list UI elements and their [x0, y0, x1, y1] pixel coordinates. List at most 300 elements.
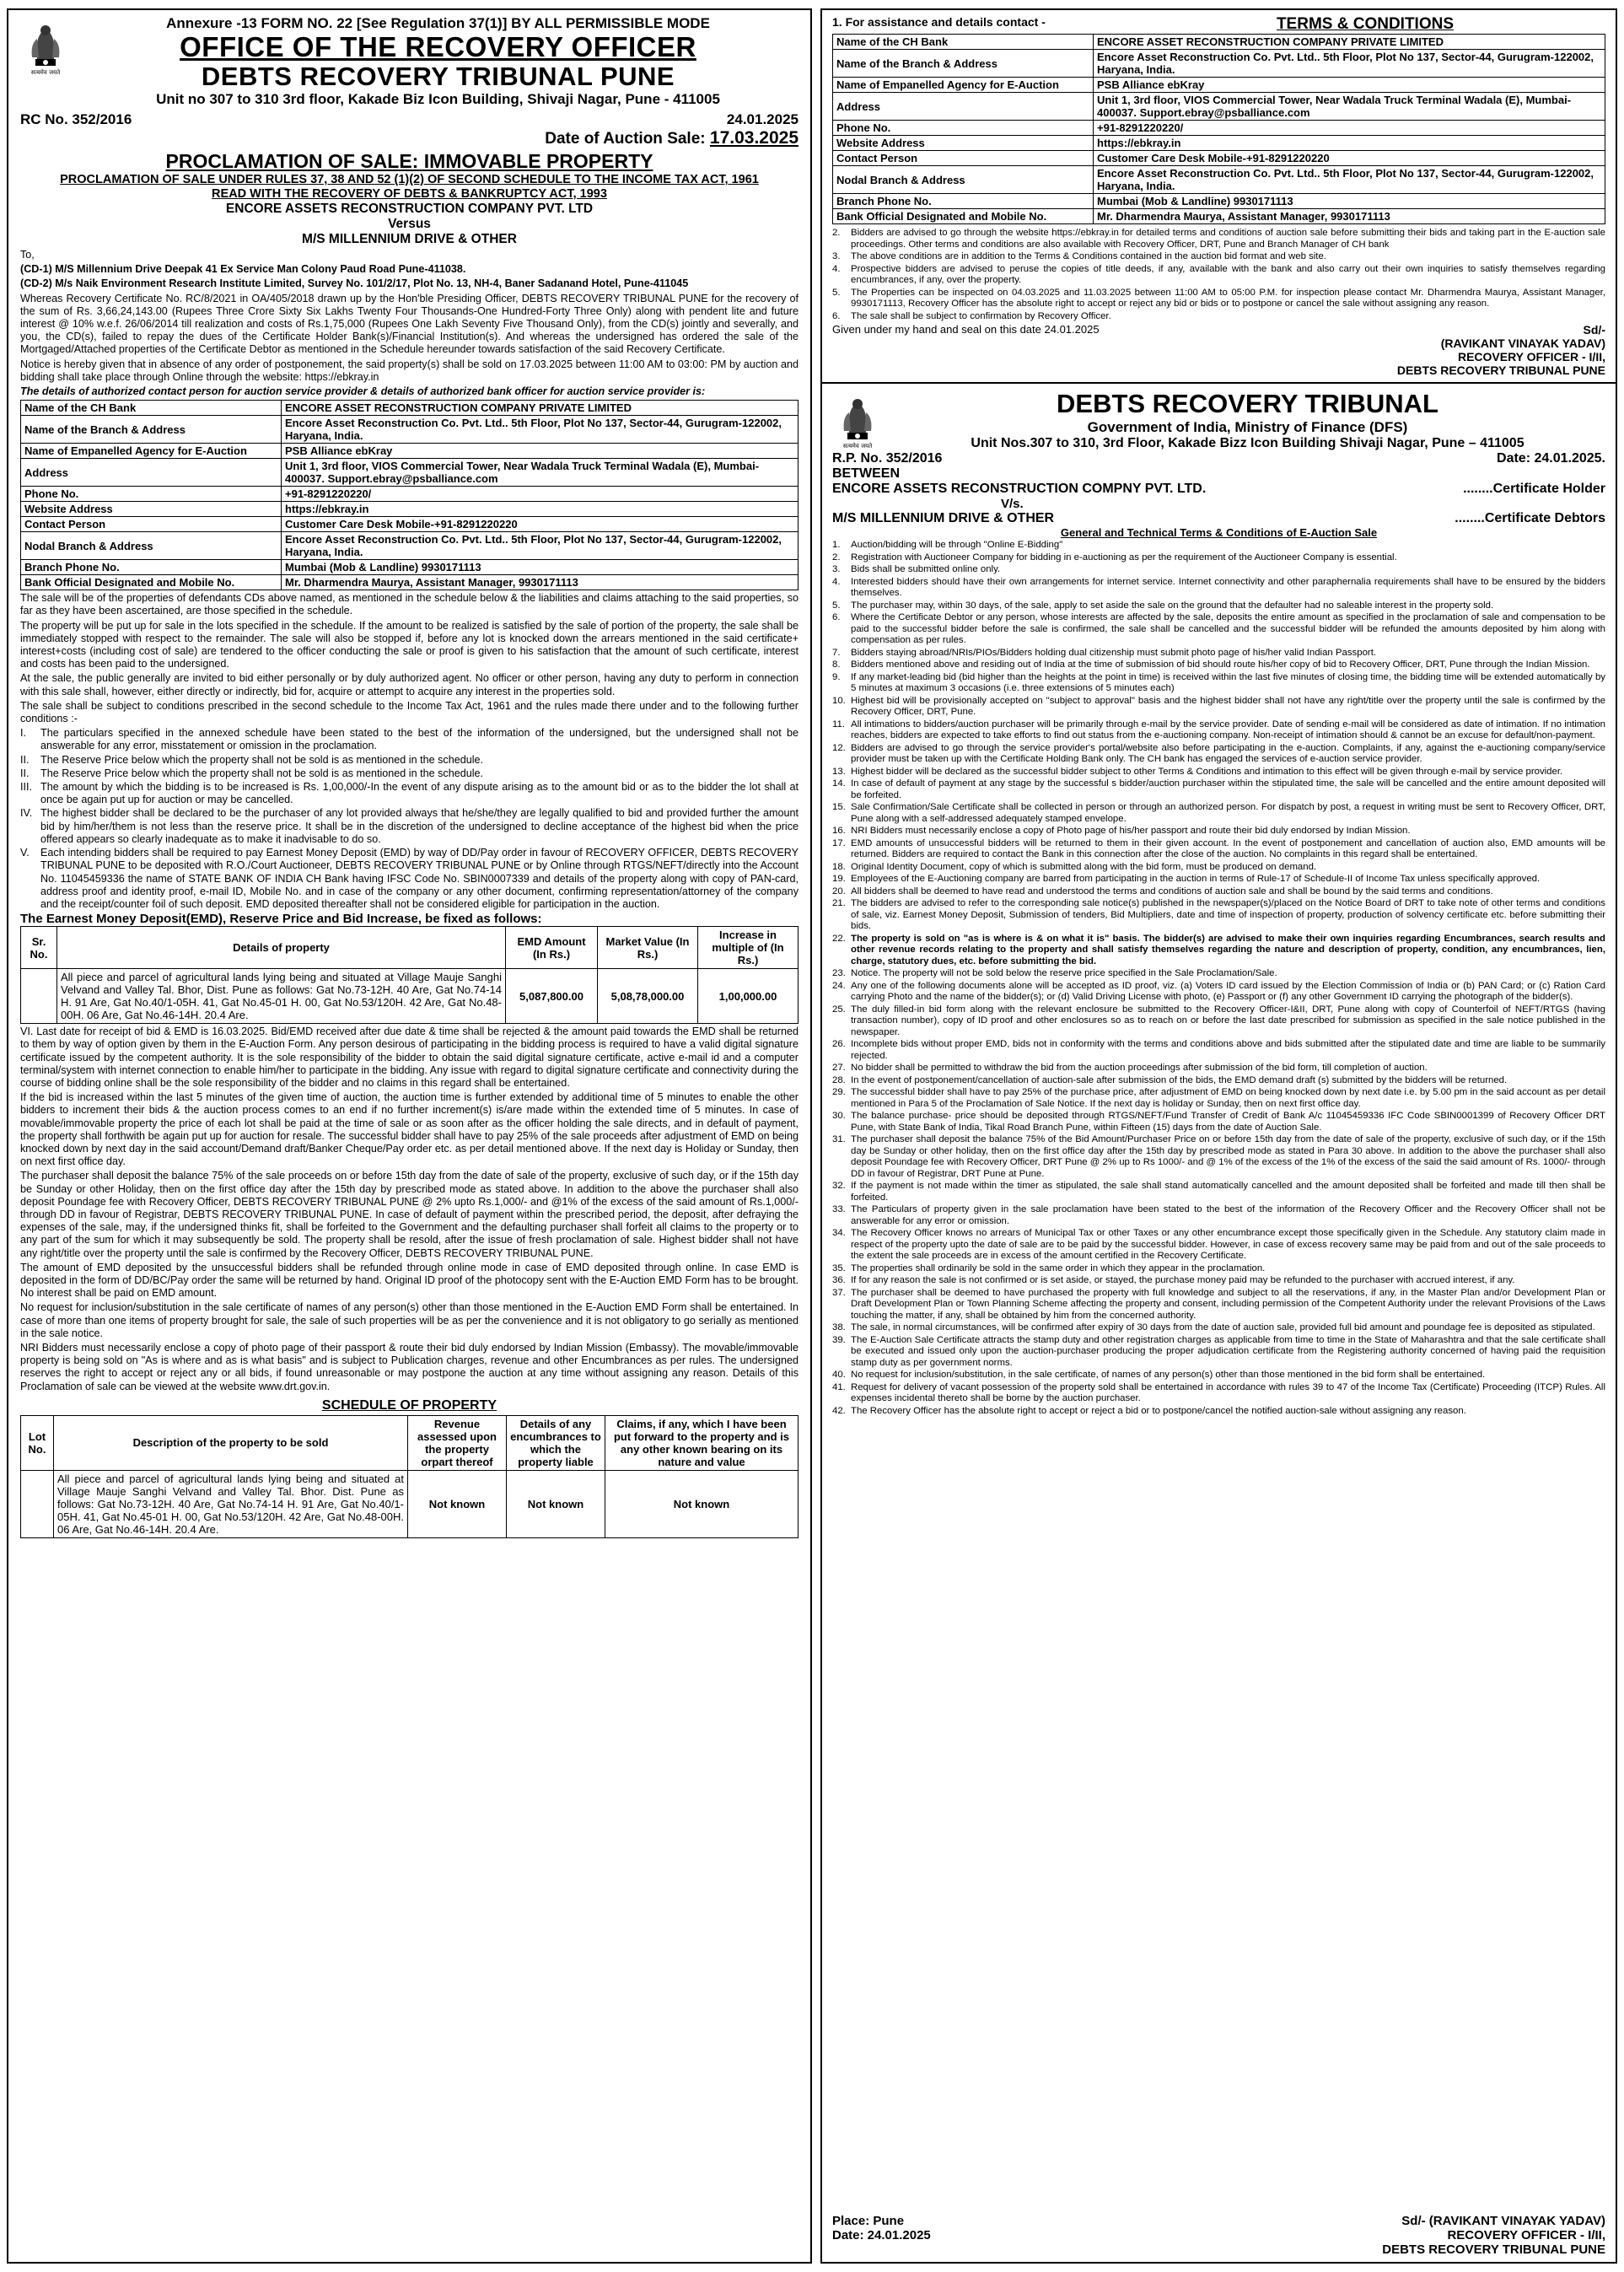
- rp-date: Date: 24.01.2025.: [1497, 451, 1605, 466]
- contact-table-right: [832, 34, 1605, 224]
- list-item: [832, 264, 1605, 287]
- list-item-number: 13.: [832, 766, 846, 777]
- info-key: Name of the Branch & Address: [21, 416, 282, 444]
- emd-details: All piece and parcel of agricultural lands lying being and situated at Village Mauje Sanghi Velvand and Valley Tal. Bhor, Dist. Pune as follows: Gat No.73-12H. 40 Are, Gat No.74-14 H. 91 Are, Gat No.40/1-05H. 41, Gat No.45-01 H. 00, Gat No.53/120H. 42 Are, Gat No.48-00H. 06 Are, Gat No.46-14H. 20.4 Are.: [57, 969, 506, 1024]
- sched-header-encumbrance: Details of any encumbrances to which the property liable: [507, 1415, 605, 1470]
- list-item-text: Highest bid will be provisionally accepted on "subject to approval" basis and the highest bidder shall not have any right/title over the property until the sale is confirmed by the Recovery Officer, DRT, Pune.: [851, 695, 1605, 717]
- last-date-paragraph: VI. Last date for receipt of bid & EMD is 16.03.2025. Bid/EMD received after due date & time shall be rejected & the amount paid towards the EMD shall be returned to them by way of option given by them in the E-Auction Form. Any person desirous of participating in the bidding process is required to have a valid digital signature certificate issued by the competent authority. It is the sole responsibility of the bidder to obtain the said digital signature certificate, active e-mail id and a computer terminal/system with internet connection to enable him/her to participate in the bidding. Any issue with regard to digital signature certificate and connectivity during the course of bidding online shall be the sole responsibility of the bidder and no claims in this regard shall be entertained.: [20, 1026, 799, 1089]
- assist-label: 1. For assistance and details contact -: [832, 15, 1046, 29]
- signatory-name: (RAVIKANT VINAYAK YADAV): [1440, 336, 1605, 350]
- list-item-text: Sale Confirmation/Sale Certificate shall be collected in person or through an authorized person. For dispatch by post, a request in writing must be sent to Recovery Officer, DRT, Pune along with a self-addressed adequately stamped envelope.: [851, 802, 1605, 824]
- list-item: [832, 981, 1605, 1004]
- list-item-number: 40.: [832, 1370, 846, 1380]
- list-item: [832, 898, 1605, 933]
- footer-role: RECOVERY OFFICER - I/II,: [1447, 2228, 1605, 2242]
- info-key: Name of the CH Bank: [833, 35, 1094, 50]
- info-value: Customer Care Desk Mobile-+91-8291220220: [282, 517, 799, 532]
- list-item: [832, 1181, 1605, 1203]
- terms-column: [820, 8, 1617, 2264]
- proclamation-sub2: READ WITH THE RECOVERY OF DEBTS & BANKRUPTCY ACT, 1993: [212, 187, 607, 201]
- info-value: Customer Care Desk Mobile-+91-8291220220: [1094, 151, 1605, 166]
- list-item-text: If the payment is not made within the timer as stipulated, the sale shall stand automatically cancelled and the amount deposited shall be forfeited and made till then shall be forfeited.: [851, 1181, 1605, 1203]
- sd-mark: Sd/-: [1583, 323, 1605, 336]
- list-item-number: II.: [20, 767, 30, 779]
- list-item-text: The Recovery Officer knows no arrears of Municipal Tax or other Taxes or any other encumbrance except those specifically given in the Schedule. Any statutory claim made in respect of the property upto the date of sale are to be paid by the successful bidder. However, in case of excess recovery same may be paid from and out of the sale proceeds to the extent the sale proceeds are in excess of the amount certified in the Recovery Certificate.: [851, 1228, 1605, 1261]
- terms-title: TERMS & CONDITIONS: [1276, 15, 1454, 33]
- list-item: [832, 552, 1605, 564]
- list-item-text: Each intending bidders shall be required to pay Earnest Money Deposit (EMD) by way of DD/Pay order in favour of RECOVERY OFFICER, DEBTS RECOVERY TRIBUNAL PUNE to be deposited with R.O./Court Auctioneer, DEBTS RECOVERY TRIBUNAL PUNE or by Online through RTGS/NEFT/directly into the Account No. 11045459336 the name of STATE BANK OF INDIA CH Bank having IFSC Code No. SBIN0007339 and details of the property along with copy of PAN-card, address proof and identity proof, e-mail ID, Mobile No. and in case of the company or any other document, confirming representation/attorney of the company and the receipt/counter foil of such deposit. EMD deposited thereafter shall not be considered eligible for participation in the auction.: [40, 847, 799, 910]
- list-item-number: 26.: [832, 1039, 846, 1049]
- rc-number: RC No. 352/2016: [20, 111, 132, 127]
- list-item-number: 3.: [832, 251, 841, 261]
- national-emblem-icon: [832, 389, 883, 450]
- list-item-text: All intimations to bidders/auction purchaser will be primarily through e-mail by the service provider. Date of sending e-mail will be considered as date of intimation. If no intimation reaches, bidders are expected to take efforts to find out status from the e-auctioning company. Non-receipt of intimation should & cannot be an excuse for default/non-payment.: [851, 719, 1605, 740]
- list-item-text: Prospective bidders are advised to peruse the copies of title deeds, if any, available with the bank and also carry out their own inquiries to satisfy themselves regarding encumbrances, if any, over the property.: [851, 263, 1605, 285]
- place: Place: Pune: [832, 2214, 905, 2228]
- market-value: 5,08,78,000.00: [598, 969, 698, 1024]
- sched-lot: [21, 1470, 54, 1537]
- svg-text:सत्यमेव जयते: सत्यमेव जयते: [842, 443, 873, 450]
- list-item-number: 39.: [832, 1334, 846, 1345]
- emd-title: The Earnest Money Deposit(EMD), Reserve Price and Bid Increase, be fixed as follows:: [20, 912, 542, 927]
- info-key: Address: [833, 93, 1094, 121]
- holder-role: ........Certificate Holder: [1463, 482, 1605, 496]
- nri-paragraph: NRI Bidders must necessarily enclose a copy of photo page of their passport & route their bid duly endorsed by Indian Mission (Embassy). The movable/immovable property is being sold on "As is where and as is what basis" and is subject to Publication charges, revenue and other Encumbrances as per rules. The undersigned reserves the right to accept or reject any or all bids, if found unreasonable or may postpone the auction at any time without assigning any reason. Details of this Proclamation of sale can be viewed at the website www.drt.gov.in.: [20, 1341, 799, 1392]
- list-item-number: 38.: [832, 1322, 846, 1333]
- list-item-number: 11.: [832, 719, 845, 730]
- info-value: Encore Asset Reconstruction Co. Pvt. Ltd.. 5th Floor, Plot No 137, Sector-44, Gurugram-122002, Haryana, India.: [1094, 50, 1605, 78]
- section-divider: [822, 382, 1616, 384]
- list-item-text: Registration with Auctioneer Company for bidding in e-auctioning as per the requirement of the Auctioneer Company is essential.: [851, 552, 1397, 563]
- info-value: Mr. Dharmendra Maurya, Assistant Manager, 9930171113: [282, 575, 799, 590]
- list-item-number: 5.: [832, 600, 841, 611]
- sched-header-lot: Lot No.: [21, 1415, 54, 1470]
- emd-header-increase: Increase in multiple of (In Rs.): [698, 927, 799, 969]
- list-item-number: I.: [20, 727, 26, 740]
- list-item-text: The properties shall ordinarily be sold in the same order in which they appear in the proclamation.: [851, 1263, 1266, 1273]
- list-item: [20, 727, 799, 752]
- table-row: [833, 78, 1605, 93]
- list-item-text: The highest bidder shall be declared to be the purchaser of any lot provided always that he/she/they are legally qualified to bid and provided further the amount bid by him/her/them is not less than the reserve price. It shall be in the discretion of the undersigned to decline acceptance of the highest bid when the price offered appears so clearly inadequate as to make it inadvisable to do so.: [40, 807, 799, 845]
- proclamation-column: [7, 8, 812, 2264]
- cd2-address: (CD-2) M/s Naik Environment Research Institute Limited, Survey No. 101/2/17, Plot No. 13, NH-4, Baner Sadanand Hotel, Pune-411045: [20, 277, 689, 290]
- emd-sr: [21, 969, 57, 1024]
- info-key: Nodal Branch & Address: [21, 532, 282, 560]
- list-item-number: 30.: [832, 1111, 846, 1121]
- table-row: [21, 487, 799, 502]
- sched-claims: Not known: [605, 1470, 799, 1537]
- list-item: [832, 1087, 1605, 1110]
- list-item: [832, 1063, 1605, 1074]
- list-item-number: 15.: [832, 802, 846, 812]
- list-item-text: The particulars specified in the annexed schedule have been stated to the best of the information of the undersigned, but the undersigned shall not be answerable for any error, misstatement or omission in the proclamation.: [40, 727, 799, 752]
- cd1-address: (CD-1) M/S Millennium Drive Deepak 41 Ex Service Man Colony Paud Road Pune-411038.: [20, 263, 466, 276]
- auction-date-label: Date of Auction Sale:: [545, 130, 706, 148]
- list-item: [832, 288, 1605, 310]
- list-item-text: The Properties can be inspected on 04.03.2025 and 11.03.2025 between 11:00 AM to 05:00 P.M. for inspection please contact Mr. Dharmendra Maurya, Assistant Manager, 9930171113, Recovery Officer has the absolute right to accept or reject any bid or bids or to postpone or cancel the sale without assigning any reason.: [851, 287, 1605, 309]
- list-item: [832, 1039, 1605, 1062]
- list-item-number: 27.: [832, 1063, 846, 1073]
- list-item-number: 7.: [832, 647, 841, 658]
- list-item: [832, 600, 1605, 612]
- sale-paragraph-1: The sale will be of the properties of defendants CDs above named, as mentioned in the schedule below & the liabilities and claims attaching to the said properties, so far as they have been ascertained, are those specified in the schedule.: [20, 592, 799, 617]
- list-item: [832, 874, 1605, 886]
- table-row: [833, 50, 1605, 78]
- info-value: https://ebkray.in: [282, 502, 799, 517]
- list-item: [832, 1204, 1605, 1227]
- list-item: [832, 1370, 1605, 1381]
- info-value: Unit 1, 3rd floor, VIOS Commercial Tower, Near Wadala Truck Terminal Wadala (E), Mumbai-400037. Support.ebray@psballiance.com: [282, 459, 799, 487]
- emd-table: [20, 926, 799, 1024]
- bid-increase-paragraph: If the bid is increased within the last 5 minutes of the given time of auction, the auction time is further extended by additional time of 5 minutes to enable the other bidders to increment their bids & the auction process comes to an end if no further increment(s) is/are made within the extended time of 5 minutes. In case of movable/immovable property the price of each lot shall be paid at the time of sale or as soon after as the officer holding the sale directs, and in default of payment, the property shall forthwith be again put up for auction for resale. The successful bidder shall have to pay 25% of the sale proceeds after adjustment of EMD on being knocked down by next day in the said account/Demand draft/Banker Cheque/Pay order etc. as per detail mentioned above. If the next day is Holiday or Sunday, then on next first office day.: [20, 1091, 799, 1168]
- sched-header-claims: Claims, if any, which I have been put forward to the property and is any other known bearing on its nature and value: [605, 1415, 799, 1470]
- list-item-number: 37.: [832, 1287, 846, 1298]
- list-item-text: The amount by which the bidding is to be increased is Rs. 1,00,000/-In the event of any dispute arising as to the amount bid or as to the bidder the lot shall at once be again put up for auction or may be cancelled.: [40, 781, 799, 806]
- list-item-text: Incomplete bids without proper EMD, bids not in conformity with the terms and conditions above and bids submitted after the stipulated date and time are liable to be summarily rejected.: [851, 1039, 1605, 1061]
- list-item: [832, 1335, 1605, 1370]
- list-item-number: 9.: [832, 671, 841, 682]
- info-key: Phone No.: [21, 487, 282, 502]
- holder-name: ENCORE ASSETS RECONSTRUCTION COMPNY PVT. LTD.: [832, 482, 1207, 496]
- info-key: Website Address: [21, 502, 282, 517]
- list-item-number: IV.: [20, 807, 33, 820]
- balance-paragraph: The purchaser shall deposit the balance 75% of the sale proceeds on or before 15th day from the date of sale of the property, exclusive of such day, or if the 15th day be Sunday or other Holiday, then on the first office day after the 15th day by prescribed mode as stated above. In addition to the above the purchaser shall also deposit Poundage fee with Recovery Officer, DEBTS RECOVERY TRIBUNAL PUNE @ 2% upto Rs.1,000/- and @1% of the excess of the said amount of Rs.1,000/- through DD in favour of Registrar, DEBTS RECOVERY TRIBUNAL PUNE. In case of default of payment within the prescribed period, the deposit, after defraying the expenses of the sale, may, if the undersigned thinks fit, shall be forfeited to the Government and the defaulting purchaser shall forfeit all claims to the property or to any part of the sum for which it may subsequently be sold. The property shall be resold, after the issue of fresh proclamation of sale. Highest bidder shall not have any right/title over the property until the sale is confirmed by the Recovery Officer, DEBTS RECOVERY TRIBUNAL PUNE.: [20, 1170, 799, 1259]
- list-item: [832, 886, 1605, 898]
- info-value: Encore Asset Reconstruction Co. Pvt. Ltd.. 5th Floor, Plot No 137, Sector-44, Gurugram-122002, Haryana, India.: [282, 532, 799, 560]
- footer-signatory: Sd/- (RAVIKANT VINAYAK YADAV): [1401, 2214, 1605, 2228]
- table-row: [21, 416, 799, 444]
- list-item-text: The purchaser shall deposit the balance 75% of the Bid Amount/Purchaser Price on or before 15th day from the date of sale of the property, exclusive of such day, or if the 15th day be Sunday or other holiday, then on the first office day after the 15th day by prescribed mode as stated in Para 30 above. In addition to the above the purchaser shall also deposit Poundage fee with Recovery Officer, DRT Pune @ 2% up to Rs 1000/- and @ 1% of the excess of the 1% of the excess of the said the said amount of Rs. 1000/- through DD in favour of Registrar, DRT Pune at Pune.: [851, 1134, 1605, 1179]
- emd-amount: 5,087,800.00: [506, 969, 598, 1024]
- list-item: [832, 696, 1605, 719]
- rc-row: [20, 111, 799, 148]
- list-item: [832, 1406, 1605, 1418]
- list-item: [832, 968, 1605, 980]
- list-item-number: 14.: [832, 778, 846, 789]
- table-row: [833, 136, 1605, 151]
- sched-encumbrance: Not known: [507, 1470, 605, 1537]
- list-item-number: 4.: [832, 576, 841, 587]
- list-item: [832, 934, 1605, 968]
- list-item-text: The bidders are advised to refer to the corresponding sale notice(s) published in the newspaper(s)/placed on the Notice Board of DRT to take note of other terms and conditions of sale, viz. Earnest Money Deposit, Submission of tenders, Bid Multipliers, date and time of inspection of property, production of solvency certificate etc. before submitting their bids.: [851, 898, 1605, 931]
- annexure-line: Annexure -13 FORM NO. 22 [See Regulation 37(1)] BY ALL PERMISSIBLE MODE: [166, 15, 710, 31]
- list-item-text: Request for delivery of vacant possession of the property sold shall be entertained in accordance with rules 39 to 47 of the Income Tax (Certificate) Proceeding (ITCP) Rules. All expenses incidental thereto shall be borne by the auction purchaser.: [851, 1381, 1605, 1403]
- info-value: PSB Alliance ebKray: [1094, 78, 1605, 93]
- info-key: Name of the Branch & Address: [833, 50, 1094, 78]
- sale-paragraph-2: The property will be put up for sale in the lots specified in the schedule. If the amount to be realized is satisfied by the sale of portion of the property, the sale shall be immediately stopped with respect to the remainder. The sale will also be stopped if, before any lot is knocked down the arrears mentioned in the said certificate+ interest+costs (including cost of sale) are tendered to the officer conducting the sale or proof is given to his satisfaction that the amount of such certificate, interest and costs has been paid to the undersigned.: [20, 619, 799, 670]
- given-row: [832, 323, 1605, 336]
- list-item-text: The Reserve Price below which the property shall not be sold is as mentioned in the schedule.: [40, 753, 484, 766]
- emd-header-emd: EMD Amount (In Rs.): [506, 927, 598, 969]
- notice-date: 24.01.2025: [726, 111, 799, 127]
- drt2-address: Unit Nos.307 to 310, 3rd Floor, Kakade Bizz Icon Building Shivaji Nagar, Pune – 411005: [971, 436, 1525, 450]
- list-item-text: In case of default of payment at any stage by the successful s bidder/auction purchaser within the stipulated time, the sale will be cancelled and the entire amount deposited will be forfeited.: [851, 778, 1605, 800]
- debtor-role: ........Certificate Debtors: [1455, 511, 1605, 525]
- list-item-text: The sale shall be subject to confirmation by Recovery Officer.: [851, 310, 1111, 321]
- table-row: [21, 1470, 799, 1537]
- list-item-number: 24.: [832, 980, 846, 991]
- list-item-text: Bidders are advised to go through the service provider's portal/website also before participating in the e-auction. Complaints, if any, against the e-auctioning company/service provider must be taken up with the Certificate Holding Bank only. The CH bank has engaged the services of e-auction service provider.: [851, 742, 1605, 764]
- list-item-number: 35.: [832, 1263, 846, 1273]
- table-row: [21, 444, 799, 459]
- list-item-text: EMD amounts of unsuccessful bidders will be returned to them in their given account. In the event of postponement and cancellation of auction also, EMD amounts will be returned. Bidders are required to contact the Bank in this connection after the close of the auction. No complaints in this regard shall be entertained.: [851, 837, 1605, 859]
- info-key: Phone No.: [833, 121, 1094, 136]
- drt2-title: DEBTS RECOVERY TRIBUNAL: [1057, 389, 1438, 418]
- info-key: Contact Person: [21, 517, 282, 532]
- list-item: [832, 251, 1605, 263]
- list-item-number: 8.: [832, 660, 841, 670]
- list-item-number: 34.: [832, 1228, 846, 1238]
- list-item-text: Bidders staying abroad/NRIs/PIOs/Bidders holding dual citizenship must submit photo page of his/her valid Indian Passport.: [851, 647, 1377, 658]
- table-row: [21, 969, 799, 1024]
- info-key: Nodal Branch & Address: [833, 166, 1094, 194]
- list-item: [832, 1322, 1605, 1334]
- debtor-row: [832, 511, 1605, 526]
- signatory-org: DEBTS RECOVERY TRIBUNAL PUNE: [1396, 363, 1605, 377]
- info-key: Bank Official Designated and Mobile No.: [21, 575, 282, 590]
- drt-title: DEBTS RECOVERY TRIBUNAL PUNE: [201, 62, 675, 91]
- list-item: [832, 1275, 1605, 1287]
- list-item-text: The E-Auction Sale Certificate attracts the stamp duty and other registration charges as applicable from time to time in the State of Maharashtra and that the sale certificate shall be executed and issued only upon the auction-purchaser producing the proper adjudication certificate from the Registering authority concerned of having paid the requisition stamp duty as per government norms.: [851, 1334, 1605, 1368]
- list-item-text: Bids shall be submitted online only.: [851, 564, 1001, 574]
- sched-header-desc: Description of the property to be sold: [54, 1415, 408, 1470]
- contact-table-left: [20, 400, 799, 590]
- list-item-text: In the event of postponement/cancellation of auction-sale after submission of the bids, the EMD demand draft (s) submitted by the bidders will be returned.: [851, 1074, 1508, 1085]
- list-item-number: 31.: [832, 1134, 846, 1144]
- list-item-number: 29.: [832, 1087, 846, 1097]
- list-item: [832, 1075, 1605, 1087]
- list-item-number: 18.: [832, 861, 846, 872]
- footer-org: DEBTS RECOVERY TRIBUNAL PUNE: [1382, 2242, 1605, 2257]
- list-item-text: Employees of the E-Auctioning company are barred from participating in the auction in terms of Rule-17 of Schedule-II of Income Tax unless specifically approved.: [851, 874, 1541, 884]
- drt2-subtitle: Government of India, Ministry of Finance (DFS): [1087, 419, 1408, 435]
- list-item: [832, 1228, 1605, 1263]
- list-item: [832, 612, 1605, 647]
- info-value: https://ebkray.in: [1094, 136, 1605, 151]
- table-row: [833, 194, 1605, 209]
- info-value: +91-8291220220/: [1094, 121, 1605, 136]
- list-item-text: The successful bidder shall have to pay 25% of the purchase price, after adjustment of EMD on being knocked down by next date i.e. by 5.00 pm in the said account as per detail mentioned in Para 5 of the Proclamation of Sale Notice. If the next day is holiday or Sunday, then on next first office day.: [851, 1087, 1605, 1109]
- info-value: ENCORE ASSET RECONSTRUCTION COMPANY PRIVATE LIMITED: [1094, 35, 1605, 50]
- list-item-number: 17.: [832, 837, 846, 848]
- emd-header-market: Market Value (In Rs.): [598, 927, 698, 969]
- sale-paragraph-3: At the sale, the public generally are invited to bid either personally or by duly authorized agent. No officer or other person, having any duty to perform in connection with this sale shall, however, either directly or indirectly, bid for, acquire or attempt to acquire any interest in the properties sold.: [20, 672, 799, 697]
- schedule-table: [20, 1415, 799, 1538]
- list-item: [832, 862, 1605, 874]
- certificate-debtor: M/S MILLENNIUM DRIVE & OTHER: [302, 232, 517, 246]
- info-key: Branch Phone No.: [833, 194, 1094, 209]
- list-item: [832, 1004, 1605, 1039]
- info-key: Name of Empanelled Agency for E-Auction: [833, 78, 1094, 93]
- terms-list: [832, 227, 1605, 323]
- list-item-number: 1.: [832, 540, 841, 550]
- list-item: [832, 838, 1605, 861]
- list-item-number: 16.: [832, 826, 846, 836]
- schedule-title: SCHEDULE OF PROPERTY: [321, 1397, 497, 1413]
- sale-paragraph-4: The sale shall be subject to conditions prescribed in the second schedule to the Income Tax Act, 1961 and the rules made there under and to the following further conditions :-: [20, 699, 799, 725]
- list-item-text: The purchaser shall be deemed to have purchased the property with full knowledge and subject to all the reservations, if any, in the Master Plan and/or Development Plan or Draft Development Plan or Town Planning Scheme affecting the property and consent, including permission of the Competent Authority under the relevant Provisions of the Laws touching the matter, if any, shall be obtained by him from the concerned authority.: [851, 1287, 1605, 1321]
- info-value: Encore Asset Reconstruction Co. Pvt. Ltd.. 5th Floor, Plot No 137, Sector-44, Gurugram-122002, Haryana, India.: [282, 416, 799, 444]
- info-key: Name of Empanelled Agency for E-Auction: [21, 444, 282, 459]
- list-item-text: The Reserve Price below which the property shall not be sold is as mentioned in the schedule.: [40, 767, 484, 779]
- header: [20, 15, 799, 108]
- table-row: [833, 151, 1605, 166]
- list-item-text: The Particulars of property given in the sale proclamation have been stated to the best of the information of the Recovery Officer and the Recovery Officer shall not be answerable for any error or omission.: [851, 1204, 1605, 1226]
- list-item: [832, 660, 1605, 671]
- given-line: Given under my hand and seal on this date 24.01.2025: [832, 323, 1100, 336]
- list-item-number: 36.: [832, 1275, 846, 1285]
- list-item-number: 19.: [832, 874, 846, 884]
- info-value: Mumbai (Mob & Landline) 9930171113: [282, 560, 799, 575]
- list-item-text: Original Identity Document, copy of which is submitted along with the bid form, must be produced on demand.: [851, 861, 1317, 872]
- info-value: +91-8291220220/: [282, 487, 799, 502]
- list-item-number: 25.: [832, 1004, 846, 1015]
- contact-intro: The details of authorized contact person for auction service provider & details of authorized bank officer for auction service provider is:: [20, 385, 706, 398]
- bid-increase: 1,00,000.00: [698, 969, 799, 1024]
- national-emblem-icon: [20, 15, 71, 76]
- list-item-number: 23.: [832, 968, 846, 978]
- list-item: [832, 672, 1605, 695]
- list-item-text: The property is sold on "as is where is & on what it is" basis. The bidder(s) are advised to make their own inquiries regarding Encumbrances, search results and other revenue records relating to the property and shall satisfy themselves regarding the nature and description of property, condition, any encumbrances, lien, charge, statutory dues, etc. before submitting the bid.: [851, 933, 1605, 966]
- drt-address: Unit no 307 to 310 3rd floor, Kakade Biz Icon Building, Shivaji Nagar, Pune - 411005: [156, 91, 720, 107]
- list-item: [20, 767, 799, 780]
- list-item-number: 41.: [832, 1381, 846, 1392]
- list-item: [832, 311, 1605, 323]
- table-row: [833, 35, 1605, 50]
- list-item-number: 21.: [832, 898, 846, 908]
- emd-refund-paragraph: The amount of EMD deposited by the unsuccessful bidders shall be refunded through online mode in case of EMD deposited through online. In case EMD is deposited in the form of DD/BC/Pay order the same will be returned by hand. Original ID proof of the photocopy sent with the E-Auction EMD Form has to be brought. No interest shall be paid on EMD amount.: [20, 1261, 799, 1300]
- table-row: [833, 166, 1605, 194]
- list-item-number: 28.: [832, 1074, 846, 1085]
- list-item: [832, 648, 1605, 660]
- conditions-list: [20, 727, 799, 911]
- place-date: Date: 24.01.2025: [832, 2228, 931, 2242]
- table-row: [21, 560, 799, 575]
- table-row: [21, 459, 799, 487]
- sched-revenue: Not known: [408, 1470, 507, 1537]
- info-value: ENCORE ASSET RECONSTRUCTION COMPANY PRIVATE LIMITED: [282, 401, 799, 416]
- list-item-text: No request for inclusion/substitution, in the sale certificate, of names of any person(s) other than those mentioned in the bid form shall be entertained.: [851, 1370, 1486, 1380]
- svg-text:सत्यमेव जयते: सत्यमेव जयते: [30, 69, 61, 76]
- list-item: [20, 807, 799, 846]
- list-item-number: 20.: [832, 886, 846, 896]
- office-title: OFFICE OF THE RECOVERY OFFICER: [180, 31, 696, 62]
- list-item: [20, 754, 799, 767]
- list-item-text: The balance purchase- price should be deposited through RTGS/NEFT/Fund Transfer of Credit of Bank A/c 11045459336 IFC Code SBIN0001399 of Recovery Officer DRT Pune, with State Bank of India, Tikal Road Branch Pune, within Fifteen (15) days from the date of Auction Sale.: [851, 1111, 1605, 1133]
- list-item-text: No bidder shall be permitted to withdraw the bid from the auction proceedings after submission of the bid form, till completion of auction.: [851, 1063, 1428, 1073]
- certificate-holder: ENCORE ASSETS RECONSTRUCTION COMPANY PVT. LTD: [225, 202, 594, 216]
- table-row: [21, 502, 799, 517]
- list-item-text: The purchaser may, within 30 days, of the sale, apply to set aside the sale on the ground that the defaulter had no saleable interest in the property sold.: [851, 600, 1494, 611]
- list-item: [20, 847, 799, 911]
- rp-row: [832, 451, 1605, 466]
- table-row: [833, 209, 1605, 224]
- list-item-number: 22.: [832, 933, 846, 944]
- list-item: [832, 1263, 1605, 1275]
- table-row: [21, 532, 799, 560]
- list-item-text: NRI Bidders must necessarily enclose a copy of Photo page of his/her passport and route their bid duly endorsed by Indian Mission.: [851, 826, 1411, 836]
- info-value: Mumbai (Mob & Landline) 9930171113: [1094, 194, 1605, 209]
- list-item: [832, 743, 1605, 766]
- list-item-text: If for any reason the sale is not confirmed or is set aside, or stayed, the purchase money paid may be refunded to the purchaser with accrued interest, if any.: [851, 1275, 1515, 1285]
- list-item: [832, 1288, 1605, 1322]
- list-item-number: II.: [20, 753, 30, 766]
- list-item: [832, 564, 1605, 576]
- list-item-number: III.: [20, 781, 32, 794]
- general-terms-title: General and Technical Terms & Conditions of E-Auction Sale: [1060, 526, 1378, 539]
- versus: Versus: [388, 217, 431, 231]
- list-item: [832, 1111, 1605, 1133]
- list-item-number: 6.: [832, 612, 841, 622]
- list-item-number: 2.: [832, 552, 841, 563]
- info-key: Contact Person: [833, 151, 1094, 166]
- table-row: [21, 575, 799, 590]
- list-item: [832, 767, 1605, 778]
- info-key: Branch Phone No.: [21, 560, 282, 575]
- info-value: Unit 1, 3rd floor, VIOS Commercial Tower, Near Wadala Truck Terminal Wadala (E), Mumbai-400037. Support.ebray@psballiance.com: [1094, 93, 1605, 121]
- info-key: Name of the CH Bank: [21, 401, 282, 416]
- list-item-text: Auction/bidding will be through "Online E-Bidding": [851, 540, 1063, 550]
- info-key: Website Address: [833, 136, 1094, 151]
- vs-label: V/s.: [1001, 497, 1024, 511]
- list-item-text: All bidders shall be deemed to have read and understood the terms and conditions of auction sale and shall be bound by the said terms and conditions.: [851, 886, 1493, 896]
- list-item-text: Bidders are advised to go through the website https://ebkray.in for detailed terms and conditions of auction sale before submitting their bids and taking part in the E-auction sale proceedings. Other terms and conditions are also available with Recovery Officer, DRT, Pune and Branch Manager of CH bank: [851, 228, 1605, 250]
- emd-header-details: Details of property: [57, 927, 506, 969]
- info-value: Encore Asset Reconstruction Co. Pvt. Ltd.. 5th Floor, Plot No 137, Sector-44, Gurugram-122002, Haryana, India.: [1094, 166, 1605, 194]
- list-item-text: Notice. The property will not be sold below the reserve price specified in the Sale Proclamation/Sale.: [851, 968, 1277, 978]
- list-item-text: If any market-leading bid (bid higher than the heights at the point in time) is received within the last five minutes of closing time, the bidding time will be extended automatically by 5 minutes at maximum 3 occasions (i.e. three extensions of 5 minutes each): [851, 671, 1605, 693]
- list-item: [832, 1382, 1605, 1405]
- table-row: [833, 121, 1605, 136]
- list-item-number: 6.: [832, 310, 841, 321]
- list-item: [832, 802, 1605, 825]
- list-item-text: Where the Certificate Debtor or any person, whose interests are affected by the sale, deposits the entire amount as specified in the proclamation of sale and compensation to be paid to the successful bidder before the sale is confirmed, the sale shall be cancelled and the successful bidder will be refunded the amounts deposited by him along with compensation as per rules.: [851, 612, 1605, 645]
- terms-header: [832, 15, 1605, 34]
- proclamation-title: PROCLAMATION OF SALE: IMMOVABLE PROPERTY: [165, 150, 653, 172]
- list-item-text: The above conditions are in addition to the Terms & Conditions contained in the auction bid format and web site.: [851, 251, 1326, 261]
- list-item-number: 4.: [832, 263, 841, 274]
- recovery-paragraph: Whereas Recovery Certificate No. RC/8/2021 in OA/405/2018 drawn up by the Hon'ble Presiding Officer, DEBTS RECOVERY TRIBUNAL PUNE for the recovery of the sum of Rs. 3,66,24,143.00 (Rupees Three Crore Sixty Six Lakhs Twenty Four Thousands-One Hundred-Forty Three Only) along with pendent lite and future interest @ 10% w.e.f. 26/06/2014 till realization and costs of Rs.1,75,000 (Rupees One Lakh Seventy Five Thousand Only), from the CD(s) jointly and severally, and you, the CD(s), failed to repay the dues of the Certificate Holder Bank(s)/Financial Institution(s). And whereas the undersigned has ordered the sale of the Mortgaged/Attached properties of the Certificate Debtor as mentioned in the Schedule hereunder towards satisfaction of the said Recovery Certificate.: [20, 292, 799, 356]
- rp-number: R.P. No. 352/2016: [832, 451, 943, 466]
- list-item: [832, 1134, 1605, 1180]
- sched-desc: All piece and parcel of agricultural lands lying being and situated at Village Mauje Sanghi Velvand and Valley Tal. Bhor. Dist. Pune as follows: Gat No.73-12H. 40 Are, Gat No.74-14 H. 91 Are, Gat No.40/1-05H. 41, Gat No.45-01 H. 00, Gat No.53/120H. 42 Are, Gat No.48-00H. 06 Are, Gat No.46-14H. 20.4 Are.: [54, 1470, 408, 1537]
- list-item: [832, 540, 1605, 552]
- sched-header-revenue: Revenue assessed upon the property orpart thereof: [408, 1415, 507, 1470]
- list-item-text: The Recovery Officer has the absolute right to accept or reject a bid or to postpone/cancel the notified auction-sale without assigning any reason.: [851, 1405, 1466, 1416]
- list-item-text: Interested bidders should have their own arrangements for internet service. Internet connectivity and other paraphernalia requirements shall have to be ensured by the bidders themselves.: [851, 576, 1605, 598]
- auction-date: 17.03.2025: [709, 128, 799, 148]
- list-item: [832, 826, 1605, 837]
- list-item: [832, 577, 1605, 600]
- list-item-number: 2.: [832, 228, 841, 238]
- list-item: [832, 228, 1605, 250]
- emd-header-sr: Sr. No.: [21, 927, 57, 969]
- list-item-number: 42.: [832, 1405, 846, 1416]
- table-row: [833, 93, 1605, 121]
- list-item: [832, 719, 1605, 742]
- list-item-text: Any one of the following documents alone will be accepted as ID proof, viz. (a) Voters ID card issued by the Election Commission of India or (b) PAN Card; or (c) Ration Card carrying Photo and the name of the bidder(s); or (d) Valid Driving License with photo, (e) Passport or (f) any other Government ID carrying the photograph of the bidder(s).: [851, 980, 1605, 1002]
- general-terms-list: [832, 539, 1605, 1418]
- list-item-number: 5.: [832, 287, 841, 298]
- info-value: Mr. Dharmendra Maurya, Assistant Manager, 9930171113: [1094, 209, 1605, 224]
- info-key: Bank Official Designated and Mobile No.: [833, 209, 1094, 224]
- info-value: PSB Alliance ebKray: [282, 444, 799, 459]
- holder-row: [832, 482, 1605, 497]
- inclusion-paragraph: No request for inclusion/substitution in the sale certificate of names of any person(s) other than those mentioned in the E-Auction EMD Form shall be entertained. In case of more than one items of property brought for sale, the sale of such properties will be as per the convenience and it is not obligatory to go serially as mentioned in the sale notice.: [20, 1301, 799, 1339]
- list-item-text: The sale, in normal circumstances, will be confirmed after expiry of 30 days from the date of auction sale, provided full bid amount and poundage fee is deposited as stipulated.: [851, 1322, 1595, 1333]
- table-row: [21, 517, 799, 532]
- list-item-number: 3.: [832, 564, 841, 574]
